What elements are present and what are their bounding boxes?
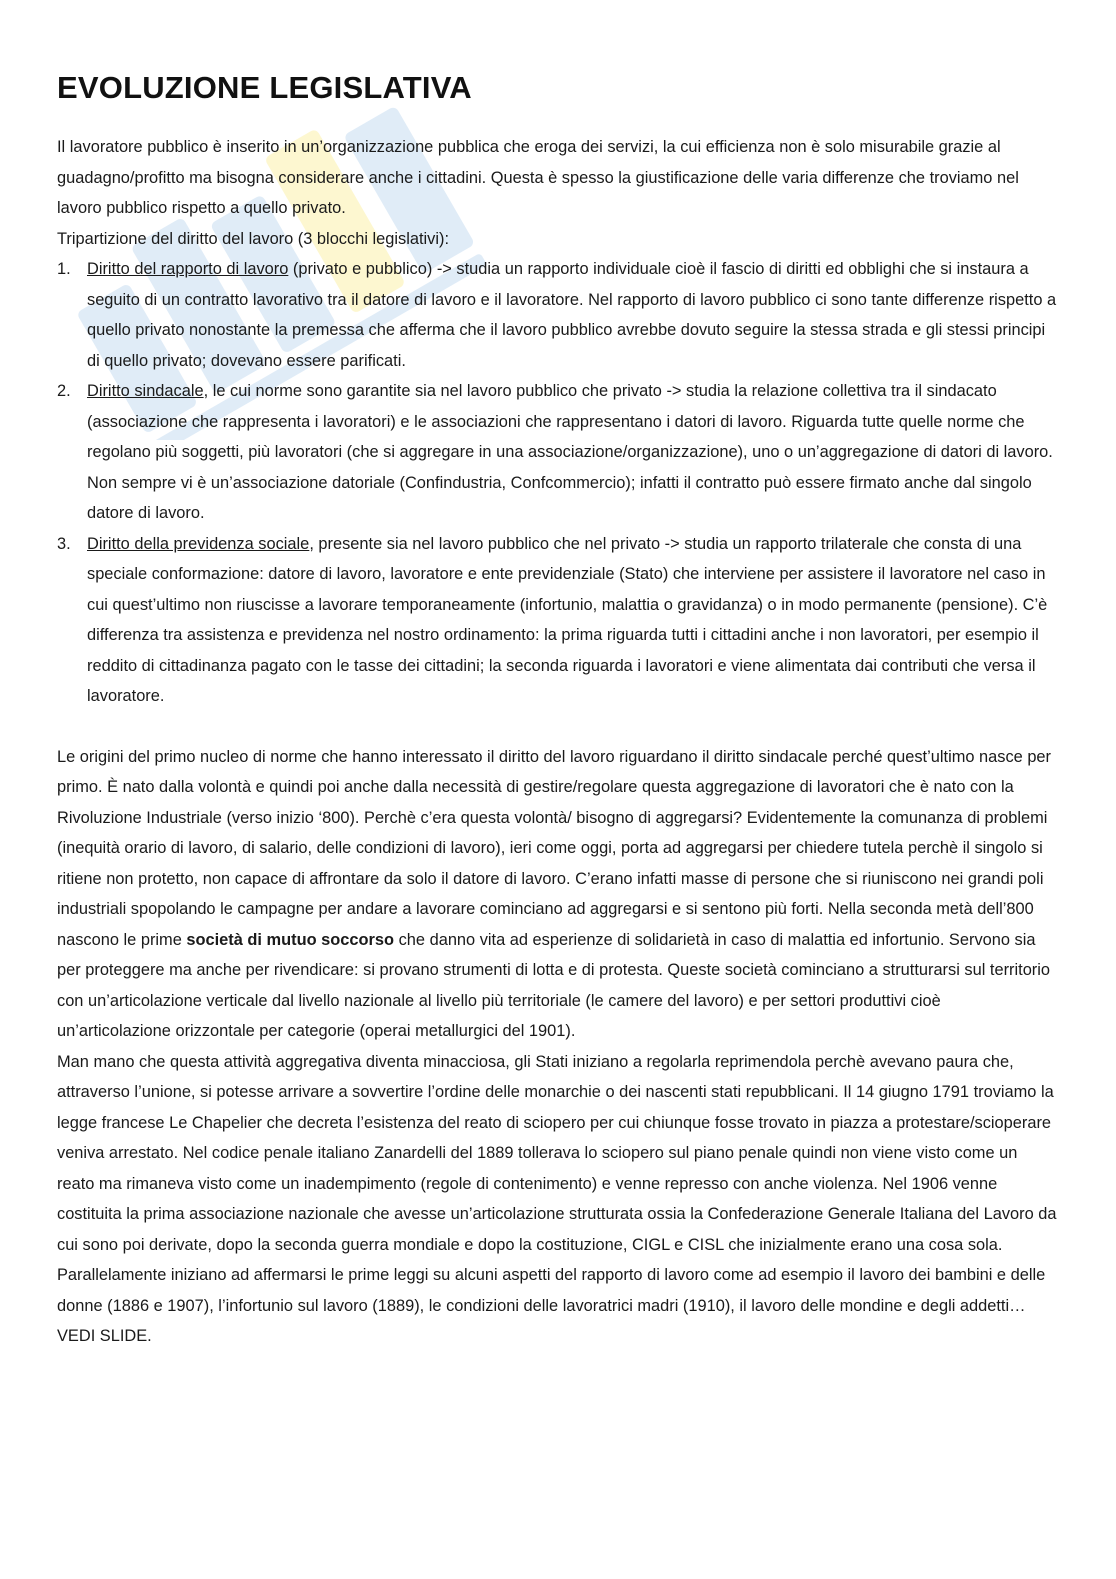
early-laws-paragraph: Parallelamente iniziano ad affermarsi le prime leggi su alcuni aspetti del rapporto di lavoro come ad esempio il lavoro dei bambini e delle donne (1886 e 1907), l’infortunio sul lavoro (1889), le condizioni delle lavoratrici madri (1910), il lavoro delle mondine e degli addetti…VEDI SLIDE. (57, 1266, 1046, 1345)
origins-text-end: che danno vita ad esperienze di solidarietà in caso di malattia ed infortunio. Servono sia per proteggere ma anche per rivendicare: si provano strumenti di lotta e di protesta. Queste società cominciano a strutturarsi sul territorio con un’articolazione verticale dal livello nazionale al livello più territoriale (le camere del lavoro) e per settori produttivi cioè un’articolazione orizzontale per categorie (operai metallurgici del 1901). (57, 930, 1051, 1040)
spacer (57, 712, 1057, 742)
repression-paragraph: Man mano che questa attività aggregativa diventa minacciosa, gli Stati iniziano a regolarla reprimendola perchè avevano paura che, attraverso l’unione, si potesse arrivare a sovvertire l’ordine delle monarchie o dei nascenti stati repubblicani. Il 14 giugno 1791 troviamo la legge francese Le Chapelier che decreta l’esistenza del reato di sciopero per cui chiunque fosse trovato in piazza a protestare/scioperare veniva arrestato. Nel codice penale italiano Zanardelli del 1889 tollerava lo sciopero sul piano penale quindi non viene visto come un reato ma rimaneva visto come un inadempimento (regole di contenimento) e venne represso con anche violenza. Nel 1906 venne costituita la prima associazione nazionale che avesse un’articolazione strutturata ossia la Confederazione Generale Italiana del Lavoro da cui sono poi derivate, dopo la seconda guerra mondiale e dopo la costituzione, CIGL e CISL che inizialmente erano una cosa sola. (57, 1052, 1057, 1254)
list-item (57, 376, 1057, 529)
list-text: , presente sia nel lavoro pubblico che nel privato -> studia un rapporto trilaterale che consta di una speciale conformazione: datore di lavoro, lavoratore e ente previdenziale (Stato) che interviene per assistere il lavoratore nel caso in cui quest’ultimo non riuscisse a lavorare temporaneamente (infortunio, malattia o gravidanza) o in modo permanente (pensione). C’è differenza tra assistenza e previdenza nel nostro ordinamento: la prima riguarda tutti i cittadini anche i non lavoratori, per esempio il reddito di cittadinanza pagato con le tasse dei cittadini; la seconda riguarda i lavoratori e viene alimentata dai contributi che versa il lavoratore. (87, 534, 1048, 705)
list-term: Diritto sindacale (87, 382, 204, 400)
document-page (57, 70, 1057, 1352)
origins-text-start: Le origini del primo nucleo di norme che hanno interessato il diritto del lavoro riguardano il diritto sindacale perché quest’ultimo nasce per primo. È nato dalla volontà e quindi poi anche dalla necessità di gestire/regolare questa aggregazione di lavoratori che è nato con la Rivoluzione Industriale (verso inizio ‘800). Perchè c’era questa volontà/ bisogno di aggregarsi? Evidentemente la comunanza di problemi (inequità orario di lavoro, di salario, delle condizioni di lavoro), ieri come oggi, porta ad aggregarsi per chiedere tutela perchè il singolo si ritiene non protetto, non capace di affrontare da solo il datore di lavoro. C’erano infatti masse di persone che si riuniscono nei grandi poli industriali spopolando le campagne per andare a lavorare cominciano ad aggregarsi e si sentono più forti. Nella seconda metà dell’800 nascono le prime (57, 747, 1052, 949)
list-text: , le cui norme sono garantite sia nel lavoro pubblico che privato -> studia la relazione collettiva tra il sindacato (associazione che rappresenta i lavoratori) e le associazioni che rappresentano i datori di lavoro. Riguarda tutte quelle norme che regolano più soggetti, più lavoratori (che si aggregare in una associazione/organizzazione), uno o un’aggregazione di datori di lavoro. Non sempre vi è un’associazione datoriale (Confindustria, Confcommercio); infatti il contratto può essere firmato anche dal singolo datore di lavoro. (87, 382, 1053, 522)
list-number: 3. (57, 534, 71, 553)
list-item (57, 529, 1057, 712)
tripartition-list (57, 254, 1057, 712)
list-text: (privato e pubblico) -> studia un rapporto individuale cioè il fascio di diritti ed obblighi che si instaura a seguito di un contratto lavorativo tra il datore di lavoro e il lavoratore. Nel rapporto di lavoro pubblico ci sono tante differenze rispetto a quello privato nonostante la premessa che afferma che il lavoro pubblico avrebbe dovuto seguire la stessa strada e gli stessi principi di quello privato; dovevano essere parificati. (87, 260, 1057, 370)
intro-lead: Tripartizione del diritto del lavoro (3 blocchi legislativi): (57, 229, 450, 248)
list-number: 1. (57, 260, 71, 278)
list-term: Diritto del rapporto di lavoro (87, 260, 289, 278)
origins-bold-term: società di mutuo soccorso (186, 930, 395, 949)
intro-paragraph: Il lavoratore pubblico è inserito in un’organizzazione pubblica che eroga dei servizi, la cui efficienza non è solo misurabile grazie al guadagno/profitto ma bisogna considerare anche i cittadini. Questa è spesso la giustificazione delle varia differenze che troviamo nel lavoro pubblico rispetto a quello privato. (57, 138, 1019, 217)
list-term: Diritto della previdenza sociale (87, 534, 310, 553)
list-item (57, 254, 1057, 376)
page-title: EVOLUZIONE LEGISLATIVA (57, 70, 472, 105)
origins-paragraph (57, 742, 1057, 1047)
list-number: 2. (57, 382, 71, 400)
